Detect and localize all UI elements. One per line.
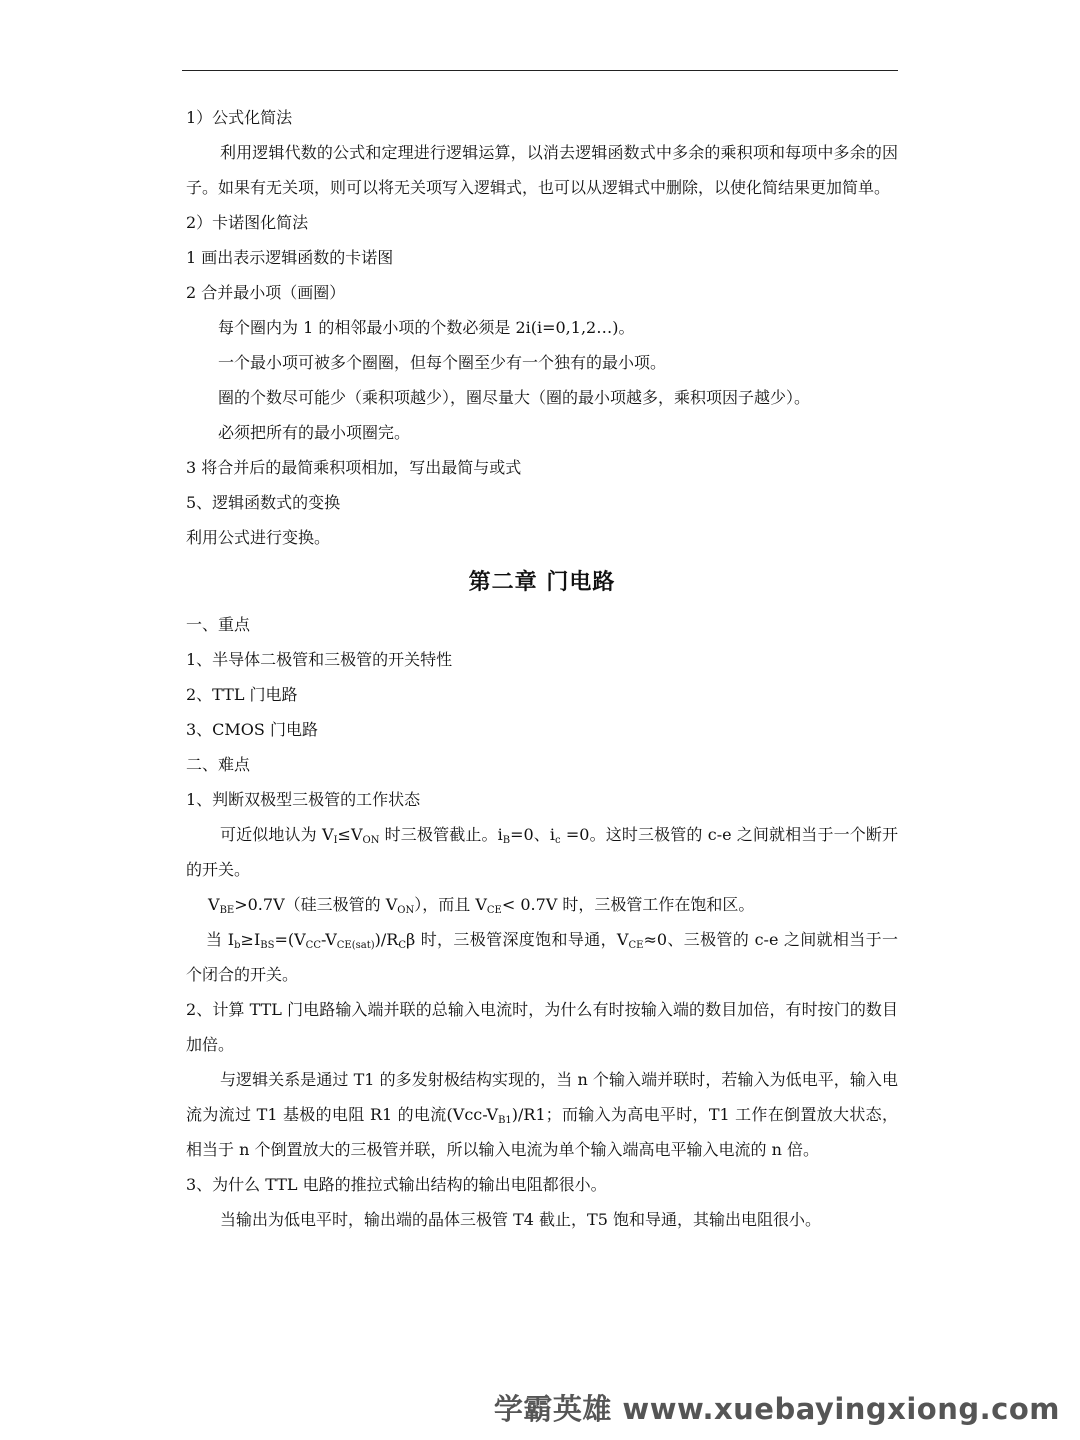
step-item: 3 将合并后的最简乘积项相加，写出最简与或式 xyxy=(186,458,522,477)
section-heading: 一、重点 xyxy=(186,615,251,634)
text-line: 利用公式进行变换。 xyxy=(186,528,331,547)
key-point: 1、半导体二极管和三极管的开关特性 xyxy=(186,650,453,669)
document-body xyxy=(186,100,898,1237)
step-item: 1 画出表示逻辑函数的卡诺图 xyxy=(186,248,394,267)
rule-item: 一个最小项可被多个圈圈，但每个圈至少有一个独有的最小项。 xyxy=(218,353,667,372)
step-item: 2 合并最小项（画圈） xyxy=(186,283,346,302)
rule-item: 每个圈内为 1 的相邻最小项的个数必须是 2i(i=0,1,2…)。 xyxy=(218,318,635,337)
difficulty-title: 2、计算 TTL 门电路输入端并联的总输入电流时，为什么有时按输入端的数目加倍，有时按门的数目加倍。 xyxy=(186,1000,898,1054)
paragraph: 当输出为低电平时，输出端的晶体三极管 T4 截止，T5 饱和导通，其输出电阻很小。 xyxy=(220,1210,821,1229)
paragraph: 当 $I_b\ge I_{BS}=(V_{CC}-V_{CE(sat)})/R_C\beta$ 时，三极管深度饱和导通，$V_{CE}\approx 0$、三极管的 c-e 之间就相当于一个闭合的开关。 xyxy=(186,930,898,984)
section-heading: 2）卡诺图化简法 xyxy=(186,213,309,232)
header-rule xyxy=(182,70,898,71)
paragraph: $V_{BE}>0.7V$（硅三极管的 $V_{ON}$），而且 $V_{CE}< 0.7V$ 时，三极管工作在饱和区。 xyxy=(208,895,755,916)
paragraph: 可近似地认为 $V_I\le V_{ON}$ 时三极管截止。$i_B=0$、$i_c =0$。这时三极管的 c-e 之间就相当于一个断开的开关。 xyxy=(186,825,898,879)
section-heading: 5、逻辑函数式的变换 xyxy=(186,493,341,512)
paragraph: 利用逻辑代数的公式和定理进行逻辑运算，以消去逻辑函数式中多余的乘积项和每项中多余的因子。如果有无关项，则可以将无关项写入逻辑式，也可以从逻辑式中删除，以使化简结果更加简单。 xyxy=(186,143,898,197)
key-point: 3、CMOS 门电路 xyxy=(186,720,318,739)
chapter-title: 第二章 门电路 xyxy=(468,570,616,595)
watermark: 学霸英雄 www.xuebayingxiong.com xyxy=(493,1392,1060,1426)
rule-item: 圈的个数尽可能少（乘积项越少），圈尽量大（圈的最小项越多，乘积项因子越少）。 xyxy=(218,388,811,407)
key-point: 2、TTL 门电路 xyxy=(186,685,298,704)
difficulty-title: 3、为什么 TTL 电路的推拉式输出结构的输出电阻都很小。 xyxy=(186,1175,607,1194)
rule-item: 必须把所有的最小项圈完。 xyxy=(218,423,411,442)
paragraph: 与逻辑关系是通过 T1 的多发射极结构实现的，当 n 个输入端并联时，若输入为低电平，输入电流为流过 T1 基极的电阻 R1 的电流$(Vcc-V_{B1})/R1$；而输入为高电平时，T1 工作在倒置放大状态，相当于 n 个倒置放大的三极管并联，所以输入电流为单个输入端高电平输入电流的 n 倍。 xyxy=(186,1070,898,1159)
section-heading: 二、难点 xyxy=(186,755,251,774)
difficulty-title: 1、判断双极型三极管的工作状态 xyxy=(186,790,421,809)
section-heading: 1）公式化简法 xyxy=(186,108,293,127)
